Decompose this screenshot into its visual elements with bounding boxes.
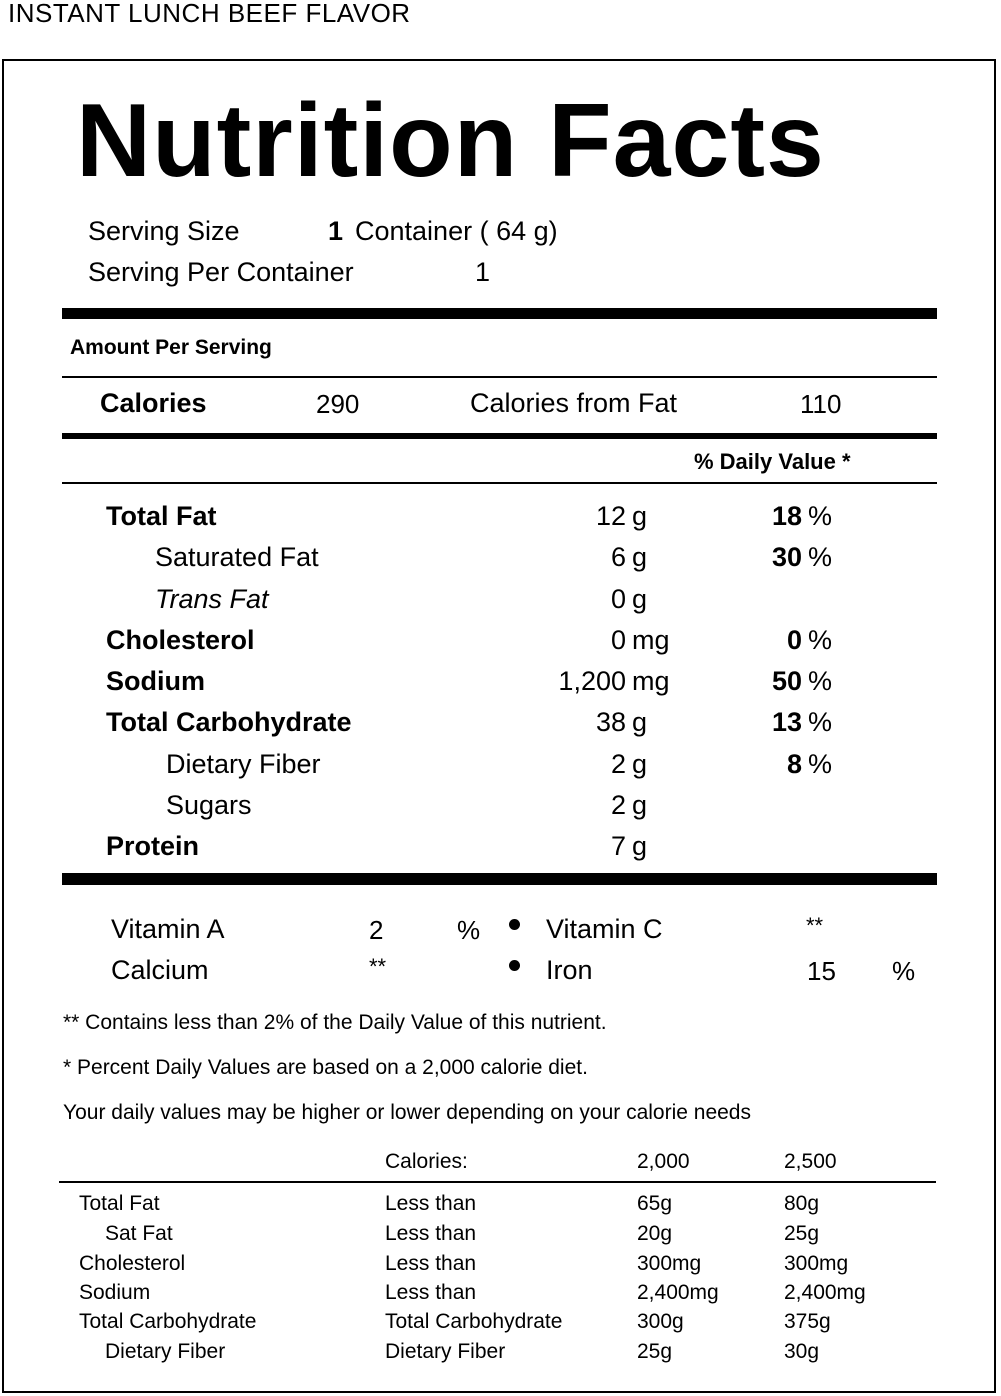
table-cell: 2,400mg xyxy=(784,1281,866,1304)
vitamin-name: Iron xyxy=(546,955,593,985)
nutrient-name: Total Carbohydrate xyxy=(106,707,352,737)
table-cell: Total Fat xyxy=(79,1192,160,1215)
amount-per-serving: Amount Per Serving xyxy=(70,336,272,359)
table-cell: Total Carbohydrate xyxy=(79,1310,257,1333)
vitamin-value: ** xyxy=(369,954,387,979)
nutrition-facts-title: Nutrition Facts xyxy=(76,83,825,199)
nutrient-dv: 0 xyxy=(786,625,802,655)
table-cell: Less than xyxy=(385,1252,477,1275)
nutrient-name: Sugars xyxy=(166,790,252,820)
nutrient-name: Dietary Fiber xyxy=(166,749,321,779)
nutrient-pct: % xyxy=(808,707,833,737)
bullet-icon xyxy=(509,960,520,971)
nutrient-amount: 2 xyxy=(610,790,626,820)
vitamin-name: Vitamin A xyxy=(111,914,225,944)
vitamin-pct: % xyxy=(892,956,916,986)
vitamin-name: Calcium xyxy=(111,955,209,985)
nutrient-pct: % xyxy=(808,501,833,531)
serving-size-unit: Container ( 64 g) xyxy=(355,216,558,246)
nutrient-unit: mg xyxy=(632,625,670,655)
bullet-icon xyxy=(509,919,520,930)
nutrient-unit: g xyxy=(632,501,648,531)
table-cell: Cholesterol xyxy=(79,1252,186,1275)
nutrient-dv: 30 xyxy=(771,542,802,572)
nutrient-unit: g xyxy=(632,749,648,779)
table-cell: Total Carbohydrate xyxy=(385,1310,563,1333)
nutrient-dv: 8 xyxy=(786,749,802,779)
serving-size-label: Serving Size xyxy=(88,216,240,246)
table-cell: 375g xyxy=(784,1310,831,1333)
nutrient-name: Protein xyxy=(106,831,200,861)
nutrient-amount: 6 xyxy=(610,542,626,572)
product-name: INSTANT LUNCH BEEF FLAVOR xyxy=(8,0,411,28)
thick-divider xyxy=(62,308,937,319)
nutrient-unit: g xyxy=(632,790,648,820)
calories-label: Calories xyxy=(100,388,207,418)
table-cell: 30g xyxy=(784,1340,820,1363)
table-cell: Sat Fat xyxy=(105,1222,173,1245)
table-cell: Dietary Fiber xyxy=(105,1340,226,1363)
table-cell: 65g xyxy=(637,1192,673,1215)
table-cell: 300mg xyxy=(637,1252,702,1275)
table-cell: Dietary Fiber xyxy=(385,1340,506,1363)
nutrient-unit: mg xyxy=(632,666,670,696)
table-cell: 80g xyxy=(784,1192,820,1215)
nutrient-amount: 0 xyxy=(610,625,626,655)
table-cell: Less than xyxy=(385,1192,477,1215)
vitamin-name: Vitamin C xyxy=(546,914,663,944)
nutrient-name: Sodium xyxy=(106,666,205,696)
table-cell: Less than xyxy=(385,1281,477,1304)
nutrient-pct: % xyxy=(808,625,833,655)
nutrient-unit: g xyxy=(632,831,648,861)
nutrient-amount: 0 xyxy=(610,584,626,614)
table-cell: Sodium xyxy=(79,1281,151,1304)
nutrient-pct: % xyxy=(808,542,833,572)
nutrient-amount: 12 xyxy=(595,501,626,531)
nutrient-amount: 2 xyxy=(610,749,626,779)
nutrient-dv: 18 xyxy=(771,501,802,531)
nutrient-amount: 7 xyxy=(610,831,626,861)
table-cell: 300g xyxy=(637,1310,684,1333)
table-cell: 25g xyxy=(784,1222,820,1245)
daily-value-header: % Daily Value * xyxy=(694,449,851,474)
vitamin-value: 15 xyxy=(807,956,836,986)
thick-divider xyxy=(62,873,937,885)
vitamin-pct: % xyxy=(457,915,481,945)
nutrient-dv: 50 xyxy=(771,666,802,696)
footnote: ** Contains less than 2% of the Daily Value of this nutrient. xyxy=(63,1011,607,1034)
calories-from-fat-value: 110 xyxy=(800,389,842,419)
nutrient-dv: 13 xyxy=(771,707,802,737)
thin-divider xyxy=(62,376,937,378)
footnote: * Percent Daily Values are based on a 2,000 calorie diet. xyxy=(63,1056,588,1079)
nutrient-pct: % xyxy=(808,749,833,779)
table-cell: Less than xyxy=(385,1222,477,1245)
nutrient-unit: g xyxy=(632,584,648,614)
serving-size-amount: 1 xyxy=(328,216,344,246)
nutrient-amount: 1,200 xyxy=(558,666,626,696)
medium-divider xyxy=(62,433,937,439)
footnote: Your daily values may be higher or lower depending on your calorie needs xyxy=(63,1101,751,1124)
nutrient-name: Trans Fat xyxy=(155,584,269,614)
thin-divider xyxy=(62,482,937,484)
vitamin-value: ** xyxy=(806,913,824,938)
nutrient-pct: % xyxy=(808,666,833,696)
table-cell: 25g xyxy=(637,1340,673,1363)
table-cell: 20g xyxy=(637,1222,673,1245)
nutrient-amount: 38 xyxy=(595,707,626,737)
table-cell: 2,400mg xyxy=(637,1281,719,1304)
calories-value: 290 xyxy=(316,389,360,419)
nutrient-unit: g xyxy=(632,707,648,737)
serving-per-container-label: Serving Per Container xyxy=(88,257,354,287)
table-cell: 300mg xyxy=(784,1252,849,1275)
nutrient-name: Cholesterol xyxy=(106,625,255,655)
nutrient-name: Saturated Fat xyxy=(155,542,319,572)
table-divider xyxy=(59,1181,936,1183)
calories-from-fat-label: Calories from Fat xyxy=(470,388,678,418)
table-header-cell: Calories: xyxy=(385,1150,468,1173)
table-header-cell: 2,500 xyxy=(784,1150,837,1173)
vitamin-value: 2 xyxy=(369,915,384,945)
serving-per-container-value: 1 xyxy=(475,257,491,287)
nutrient-name: Total Fat xyxy=(106,501,217,531)
table-header-cell: 2,000 xyxy=(637,1150,690,1173)
nutrient-unit: g xyxy=(632,542,648,572)
